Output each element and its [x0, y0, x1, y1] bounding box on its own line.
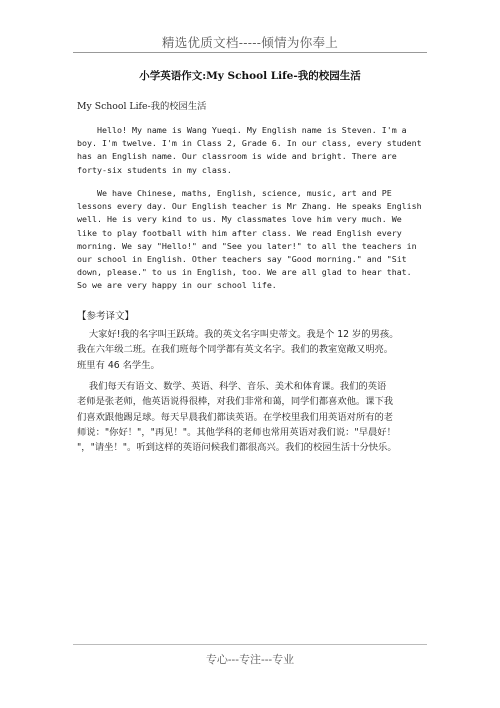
text-line: 我们每天有语文、数学、英语、科学、音乐、美术和体育课。我们的英语 — [77, 381, 387, 392]
document-subtitle: My School Life-我的校园生活 — [77, 101, 207, 112]
text-line: Hello! My name is Wang Yueqi. My English name is Steven. I'm a — [77, 125, 407, 135]
text-line: 师说："你好！"，"再见！"。其他学科的老师也常用英语对我们说："早晨好！ — [77, 426, 396, 438]
text-line: 我在六年级二班。在我们班每个同学都有英文名字。我们的教室宽敞又明亮。 — [77, 344, 394, 356]
text-line: has an English name. Our classroom is wide and bright. There are — [77, 151, 397, 162]
english-paragraph-1 — [77, 124, 422, 177]
text-line: our school in English. Other teachers say "Good morning." and "Sit — [77, 254, 407, 265]
reference-translation-heading: 【参考译文】 — [77, 311, 135, 322]
text-line: 大家好!我的名字叫王跃琦。我的英文名字叫史蒂文。我是个 12 岁的男孩。 — [77, 329, 399, 340]
text-line: We have Chinese, maths, English, science, music, art and PE — [77, 188, 392, 198]
page-footer: 专心---专注---专业 — [205, 653, 295, 666]
text-line: 班里有 46 名学生。 — [77, 359, 160, 371]
text-line: like to play football with him after class. We read English every — [77, 227, 402, 238]
text-line: forty-six students in my class. — [77, 164, 232, 175]
text-line: well. He is very kind to us. My classmates love him very much. We — [77, 214, 402, 225]
text-line: 们喜欢跟他踢足球。每天早晨我们都读英语。在学校里我们用英语对所有的老 — [77, 411, 394, 423]
footer-divider — [73, 644, 427, 645]
text-line: 老师是张老师，他英语说得很棒，对我们非常和蔼，同学们都喜欢他。课下我 — [77, 396, 394, 408]
document-title: 小学英语作文:My School Life-我的校园生活 — [139, 70, 361, 82]
text-line: So we are very happy in our school life. — [77, 280, 277, 291]
header-divider — [73, 52, 427, 53]
text-line: morning. We say "Hello!" and "See you later!" to all the teachers in — [77, 240, 417, 251]
chinese-paragraph-2 — [77, 379, 425, 455]
text-line: down, please." to us in English, too. We are all glad to hear that. — [77, 267, 412, 278]
english-paragraph-2 — [77, 187, 422, 293]
chinese-paragraph-1 — [77, 327, 425, 373]
page-header: 精选优质文档-----倾情为你奉上 — [161, 35, 339, 50]
text-line: lessons every day. Our English teacher is Mr Zhang. He speaks English — [77, 201, 422, 212]
text-line: "，"请坐！"。听到这样的英语问候我们都很高兴。我们的校园生活十分快乐。 — [77, 442, 397, 454]
text-line: boy. I'm twelve. I'm in Class 2, Grade 6. In our class, every student — [77, 138, 422, 149]
